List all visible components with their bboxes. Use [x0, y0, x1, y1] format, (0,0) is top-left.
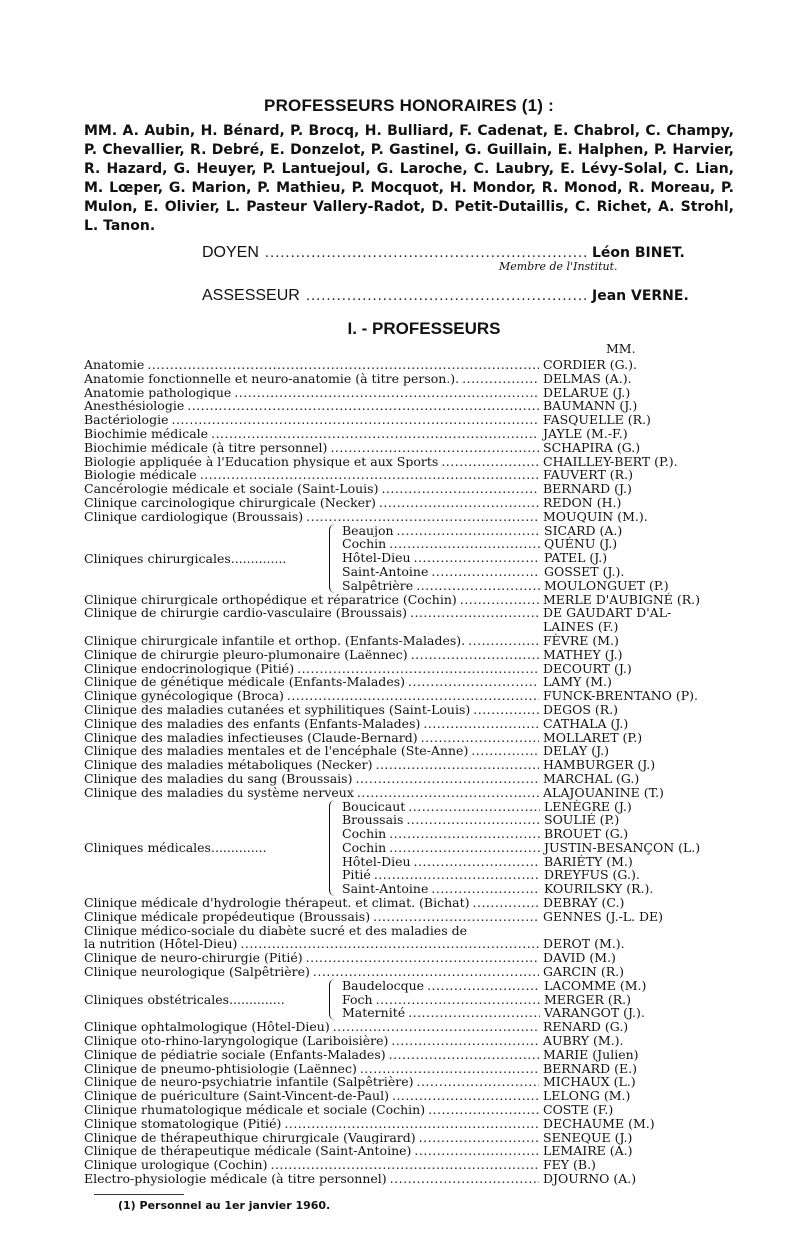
list-item: [84, 510, 734, 524]
document-page: [84, 96, 734, 1212]
list-item: [342, 855, 734, 869]
subject: Cochin: [342, 840, 387, 855]
list-item: [84, 358, 734, 372]
list-item: [84, 648, 734, 662]
doyen-note: Membre de l'Institut.: [499, 260, 618, 273]
list-item: [84, 1075, 734, 1089]
list-item: [84, 399, 734, 413]
subject: Anesthésiologie: [84, 399, 185, 414]
professor-name: GARCIN (R.): [543, 964, 624, 980]
list-item: [84, 606, 734, 620]
list-item: [84, 1172, 734, 1186]
list-item: [84, 1048, 734, 1062]
list-item: [342, 524, 734, 538]
subject: Maternité: [342, 1006, 406, 1021]
professor-name: LAINES (F.): [543, 619, 619, 635]
subject: Clinique des maladies infectieuses (Claude-Bernard): [84, 730, 418, 745]
list-item: [84, 455, 734, 469]
subject: Boucicaut: [342, 799, 406, 814]
professor-name: BERNARD (J.): [543, 481, 632, 497]
professor-name: JAYLE (M.-F.): [543, 425, 628, 441]
professor-name: DEBRAY (C.): [543, 895, 625, 911]
subject: Clinique médico-sociale du diabète sucré et des maladies de: [84, 923, 467, 938]
professor-name: FEY (B.): [543, 1157, 596, 1173]
professor-name: QUÉNU (J.): [544, 536, 618, 552]
professor-name: GOSSET (J.).: [544, 563, 625, 579]
list-item: [84, 744, 734, 758]
list-item: [342, 827, 734, 841]
subject: Baudelocque: [342, 978, 425, 993]
list-item: [342, 551, 734, 565]
subject: Clinique des maladies du sang (Broussais): [84, 771, 353, 786]
list-item: [84, 717, 734, 731]
list-item: [84, 1131, 734, 1145]
list-item: [342, 537, 734, 551]
professor-name: DECHAUME (M.): [543, 1115, 655, 1131]
list-item: [84, 951, 734, 965]
footnote: (1) Personnel au 1er janvier 1960.: [118, 1198, 331, 1212]
list-item: [84, 924, 734, 938]
list-item: [84, 1034, 734, 1048]
subject: la nutrition (Hôtel-Dieu): [84, 937, 238, 952]
professor-name: HAMBURGER (J.): [543, 757, 656, 773]
professor-name: BAUMANN (J.): [543, 398, 638, 414]
group-cliniques-chirurgicales: [84, 524, 734, 593]
subject: Cancérologie médicale et sociale (Saint-Louis): [84, 482, 379, 496]
subject: Cochin: [342, 827, 387, 841]
group-cliniques-obstetricales: [84, 979, 734, 1020]
subject: Clinique ophtalmologique (Hôtel-Dieu): [84, 1020, 330, 1035]
subject: Clinique de thérapeutique médicale (Saint-Antoine): [84, 1144, 412, 1159]
professor-name: DEGOS (R.): [543, 701, 619, 717]
professor-name: BROUET (G.): [544, 826, 629, 842]
professor-name: MOULONGUET (P.): [544, 577, 669, 593]
list-item: [84, 496, 734, 510]
list-item: [84, 910, 734, 924]
subject: Anatomie pathologique: [84, 385, 232, 400]
professor-name: MATHEY (J.): [543, 646, 623, 662]
list-item: [84, 386, 734, 400]
brace: [329, 979, 340, 1020]
professor-name: DAVID (M.): [543, 950, 616, 966]
list-item: [84, 1158, 734, 1172]
subject: Biologie appliquée à l'Education physique et aux Sports: [84, 454, 439, 469]
group-label: Cliniques obstétricales: [84, 992, 230, 1008]
professor-name: LENÈGRE (J.): [544, 798, 632, 814]
subject: Cochin: [342, 537, 387, 552]
subject: Clinique de génétique médicale (Enfants-Malades): [84, 675, 406, 690]
professor-name: AUBRY (M.).: [543, 1033, 624, 1049]
subject: Electro-physiologie médicale (à titre personnel): [84, 1172, 387, 1186]
subject: Clinique des maladies des enfants (Enfants-Malades): [84, 716, 421, 731]
list-item: [84, 413, 734, 427]
subject: Clinique chirurgicale infantile et orthop. (Enfants-Malades).: [84, 633, 466, 648]
honorary-title: PROFESSEURS HONORAIRES (1) :: [264, 96, 554, 115]
professor-name: CORDIER (G.).: [543, 357, 637, 372]
subject: Clinique oto-rhino-laryngologique (Lariboisière): [84, 1034, 389, 1048]
professor-name: LAMY (M.): [543, 674, 612, 690]
professor-name: MARIE (Julien): [543, 1046, 639, 1062]
professor-name: SENEQUE (J.): [543, 1129, 633, 1145]
professor-name: MARCHAL (G.): [543, 770, 640, 786]
professor-name: DE GAUDART D'AL-: [543, 605, 672, 621]
subject: Pitié: [342, 868, 371, 883]
subject: Hôtel-Dieu: [342, 551, 411, 565]
professor-name: MERLE D'AUBIGNÉ (R.): [543, 591, 701, 607]
list-item: [84, 634, 734, 648]
professor-name: ALAJOUANINE (T.): [543, 784, 664, 800]
professor-name: DELMAS (A.).: [543, 370, 632, 386]
list-item: [84, 441, 734, 455]
footnote-rule: [94, 1194, 184, 1195]
subject: Clinique neurologique (Salpêtrière): [84, 965, 310, 979]
professor-name: JUSTIN-BESANÇON (L.): [544, 839, 701, 855]
subject: Clinique des maladies métaboliques (Necker): [84, 758, 373, 772]
list-item: [84, 937, 734, 951]
mm-label: MM.: [606, 341, 636, 356]
subject: Clinique de thérapeuthique chirurgicale (Vaugirard): [84, 1130, 416, 1145]
professor-name: FÈVRE (M.): [543, 632, 619, 648]
list-item: [84, 468, 734, 482]
list-item: [84, 731, 734, 745]
doyen-label: DOYEN: [202, 244, 259, 261]
professors-list: [84, 358, 734, 1186]
list-item: [84, 1089, 734, 1103]
professor-name: PATEL (J.): [544, 550, 608, 566]
doyen-name: Léon BINET.: [592, 245, 685, 261]
professor-name: BARIÉTY (M.): [544, 853, 633, 869]
professor-name: LELONG (M.): [543, 1088, 631, 1104]
professor-name: VARANGOT (J.).: [544, 1005, 645, 1021]
subject: Anatomie: [84, 358, 145, 372]
subject: Beaujon: [342, 523, 394, 538]
professor-name: FUNCK-BRENTANO (P).: [543, 688, 698, 704]
professor-name: DREYFUS (G.).: [544, 867, 640, 883]
professor-name: GENNES (J.-L. DE): [543, 908, 664, 924]
professor-name: DECOURT (J.): [543, 660, 632, 676]
professor-name: BERNARD (E.): [543, 1060, 637, 1076]
professor-name: DJOURNO (A.): [543, 1171, 637, 1187]
professor-name: SOULIÉ (P.): [544, 812, 620, 828]
subject: Biologie médicale: [84, 468, 197, 483]
list-item: [84, 1020, 734, 1034]
list-item: [84, 662, 734, 676]
list-item: [342, 565, 734, 579]
subject: Clinique des maladies du système nerveux: [84, 785, 354, 800]
honorary-list: MM. A. Aubin, H. Bénard, P. Brocq, H. Bulliard, F. Cadenat, E. Chabrol, C. Champy, P. Chevallier, R. Debré, E. Donzelot, P. Gastinel, G. Guillain, E. Halphen, P. Harvier, R. Hazard, G. Heuyer, P. Lantuejoul, G. Laroche, C. Laubry, E. Lévy-Solal, C. Lian, M. Lœper, G. Marion, P. Mathieu, P. Mocquot, H. Mondor, R. Monod, R. Moreau, P. Mulon, E. Olivier, L. Pasteur Vallery-Radot, D. Petit-Dutaillis, C. Richet, A. Strohl, L. Tanon.: [84, 123, 734, 234]
subject: Clinique stomatologique (Pitié): [84, 1116, 282, 1131]
list-item: [84, 675, 734, 689]
list-item: [84, 758, 734, 772]
list-item: [342, 993, 734, 1007]
subject: Broussais: [342, 813, 404, 828]
list-item: [342, 868, 734, 882]
group-label: Cliniques médicales: [84, 840, 211, 856]
list-item: [84, 620, 734, 634]
professor-name: DELARUE (J.): [543, 384, 631, 400]
list-item: [342, 579, 734, 593]
list-item: [342, 882, 734, 896]
subject: Clinique médicale propédeutique (Broussais): [84, 909, 371, 924]
subject: Clinique médicale d'hydrologie thérapeut. et climat. (Bichat): [84, 896, 470, 910]
list-item: [84, 896, 734, 910]
professor-name: LEMAIRE (A.): [543, 1143, 633, 1159]
list-item: [84, 1117, 734, 1131]
subject: Clinique urologique (Cochin): [84, 1158, 268, 1173]
group-label: Cliniques chirurgicales: [84, 550, 231, 566]
subject: Clinique de neuro-chirurgie (Pitié): [84, 951, 303, 966]
subject: Clinique chirurgicale orthopédique et réparatrice (Cochin): [84, 592, 457, 607]
subject: Saint-Antoine: [342, 564, 429, 579]
brace: [329, 800, 340, 897]
list-item: [342, 800, 734, 814]
group-cliniques-medicales: [84, 800, 734, 897]
subject: Clinique des maladies cutanées et syphilitiques (Saint-Louis): [84, 702, 471, 717]
professor-name: MOUQUIN (M.).: [543, 508, 648, 524]
assesseur-label: ASSESSEUR: [202, 287, 300, 304]
assesseur-name: Jean VERNE.: [592, 288, 689, 304]
subject: Clinique endocrinologique (Pitié): [84, 661, 295, 676]
professor-name: FAUVERT (R.): [543, 467, 633, 483]
doyen-line: [202, 244, 722, 262]
list-item: [84, 593, 734, 607]
list-item: [84, 965, 734, 979]
assesseur-line: [202, 287, 722, 305]
professor-name: RENARD (G.): [543, 1019, 629, 1035]
professor-name: SICARD (A.): [544, 522, 623, 538]
professor-name: KOURILSKY (R.).: [544, 881, 654, 897]
professor-name: FASQUELLE (R.): [543, 412, 651, 428]
list-item: [84, 1144, 734, 1158]
professor-name: SCHAPIRA (G.): [543, 439, 641, 455]
subject: Anatomie fonctionnelle et neuro-anatomie (à titre person.).: [84, 371, 460, 386]
subject: Biochimie médicale (à titre personnel): [84, 440, 328, 455]
list-item: [84, 689, 734, 703]
professor-name: LACOMME (M.): [544, 977, 647, 993]
subject: Clinique rhumatologique médicale et sociale (Cochin): [84, 1103, 426, 1117]
subject: Foch: [342, 992, 373, 1007]
subject: Biochimie médicale: [84, 426, 209, 441]
subject: Bactériologie: [84, 413, 169, 427]
subject: Saint-Antoine: [342, 882, 429, 897]
professor-name: CATHALA (J.): [543, 715, 629, 731]
section-title: I. - PROFESSEURS: [347, 319, 501, 338]
subject: Clinique de pneumo-phtisiologie (Laënnec): [84, 1061, 357, 1076]
list-item: [342, 813, 734, 827]
list-item: [84, 372, 734, 386]
subject: Clinique gynécologique (Broca): [84, 689, 284, 703]
subject: Clinique carcinologique chirurgicale (Necker): [84, 495, 376, 510]
subject: Clinique des maladies mentales et de l'encéphale (Ste-Anne): [84, 744, 469, 759]
list-item: [84, 1103, 734, 1117]
professor-name: MICHAUX (L.): [543, 1074, 636, 1090]
professor-name: MERGER (R.): [544, 991, 631, 1007]
professor-name: DEROT (M.).: [543, 936, 625, 952]
professor-name: CHAILLEY-BERT (P.).: [543, 453, 678, 469]
subject: Clinique de puériculture (Saint-Vincent-de-Paul): [84, 1089, 389, 1104]
list-item: [84, 703, 734, 717]
list-item: [84, 772, 734, 786]
list-item: [84, 427, 734, 441]
subject: Salpêtrière: [342, 578, 414, 593]
professor-name: COSTE (F.): [543, 1102, 614, 1118]
subject: Clinique de neuro-psychiatrie infantile (Salpêtrière): [84, 1075, 414, 1090]
list-item: [84, 786, 734, 800]
subject: Clinique de pédiatrie sociale (Enfants-Malades): [84, 1047, 386, 1062]
subject: Clinique cardiologique (Broussais): [84, 509, 304, 524]
professor-name: DELAY (J.): [543, 743, 609, 759]
subject: Clinique de chirurgie cardio-vasculaire (Broussais): [84, 606, 407, 621]
list-item: [84, 1062, 734, 1076]
brace: [329, 524, 340, 593]
professor-name: MOLLARET (P.): [543, 729, 643, 745]
list-item: [342, 979, 734, 993]
list-item: [84, 482, 734, 496]
list-item: [342, 841, 734, 855]
professor-name: REDON (H.): [543, 494, 622, 510]
subject: Hôtel-Dieu: [342, 854, 411, 869]
subject: Clinique de chirurgie pleuro-plumonaire (Laënnec): [84, 647, 408, 662]
list-item: [342, 1006, 734, 1020]
